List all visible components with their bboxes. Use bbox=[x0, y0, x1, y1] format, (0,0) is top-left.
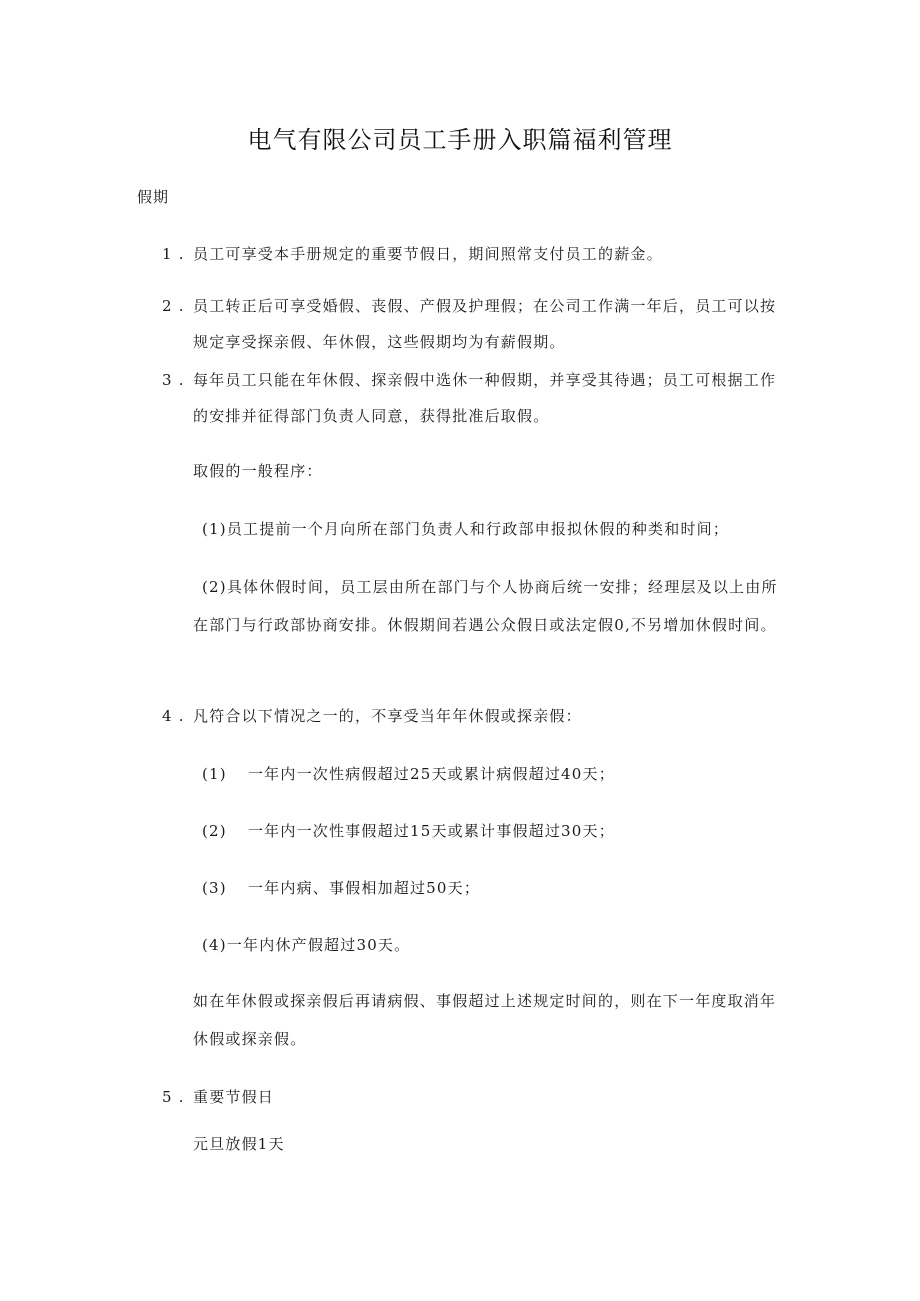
list-item bbox=[0, 288, 920, 360]
condition-label: (1) bbox=[202, 765, 227, 783]
item-text: 每年员工只能在年休假、探亲假中选休一种假期，并享受其待遇；员工可根据工作的安排并征得部门负责人同意，获得批准后取假。 bbox=[193, 371, 777, 425]
procedure-title: 取假的一般程序： bbox=[193, 462, 323, 480]
item-text: 凡符合以下情况之一的，不享受当年年休假或探亲假： bbox=[193, 707, 582, 725]
list-item bbox=[0, 1079, 920, 1115]
item-number: 2 . bbox=[162, 297, 185, 315]
condition-text: 一年内病、事假相加超过50天； bbox=[247, 879, 481, 897]
list-item bbox=[0, 236, 920, 272]
item-text: 员工转正后可享受婚假、丧假、产假及护理假；在公司工作满一年后，员工可以按规定享受探亲假、年休假，这些假期均为有薪假期。 bbox=[193, 297, 777, 351]
item-text: 员工可享受本手册规定的重要节假日，期间照常支付员工的薪金。 bbox=[193, 245, 663, 263]
condition-label: (3) bbox=[202, 879, 227, 897]
item-number: 3 . bbox=[162, 371, 185, 389]
list-item bbox=[0, 698, 920, 734]
condition-item: (4)一年内休产假超过30天。 bbox=[202, 936, 411, 954]
item-number: 1 . bbox=[162, 245, 185, 263]
condition-item bbox=[202, 755, 788, 793]
condition-label: (2) bbox=[202, 822, 227, 840]
section-heading: 假期 bbox=[137, 188, 170, 206]
item-text: 重要节假日 bbox=[193, 1088, 275, 1106]
page-title: 电气有限公司员工手册入职篇福利管理 bbox=[247, 126, 673, 154]
condition-item bbox=[202, 812, 788, 850]
holiday-line: 元旦放假1天 bbox=[193, 1135, 285, 1153]
item-number: 4 . bbox=[162, 707, 185, 725]
condition-text: 一年内一次性事假超过15天或累计事假超过30天； bbox=[247, 822, 615, 840]
condition-item bbox=[202, 869, 788, 907]
item-number: 5 . bbox=[162, 1088, 185, 1106]
list-item bbox=[0, 362, 920, 434]
note-paragraph: 如在年休假或探亲假后再请病假、事假超过上述规定时间的，则在下一年度取消年休假或探亲假。 bbox=[193, 992, 777, 1048]
procedure-step-1: (1)员工提前一个月向所在部门负责人和行政部申报拟休假的种类和时间； bbox=[202, 520, 730, 538]
procedure-step-2: (2)具体休假时间，员工层由所在部门与个人协商后统一安排；经理层及以上由所在部门与行政部协商安排。休假期间若遇公众假日或法定假0,不另增加休假时间。 bbox=[193, 578, 778, 634]
condition-text: 一年内一次性病假超过25天或累计病假超过40天； bbox=[247, 765, 615, 783]
